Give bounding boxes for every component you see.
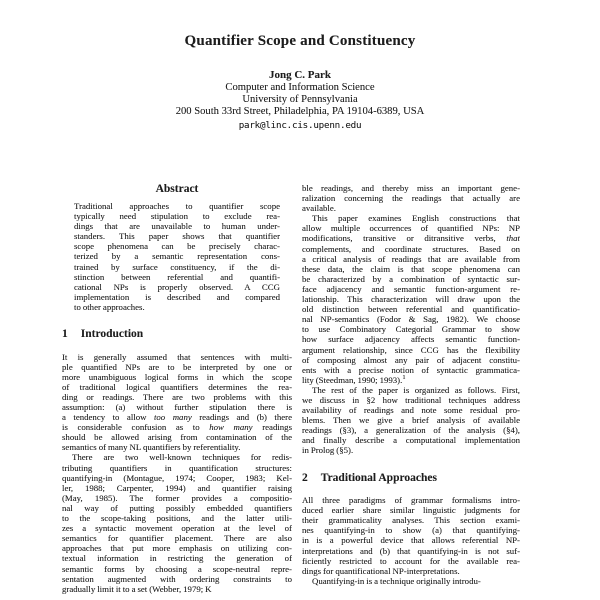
text-line: nal way of putting possibly embedded quantifiers [62,502,292,513]
text-line: more unambiguous logical forms in which the scope [62,371,292,382]
text-line: semantics of many NL quantifiers by referentiality. [62,442,241,453]
text-line: It is generally assumed that sentences with multi- [62,351,292,362]
section-1-heading [62,328,292,342]
text-line: to use Combinatory Categorial Grammar to show [302,324,520,335]
text-line: lity (Steedman, 1990; 1993).$^1$ [302,374,406,385]
section-2-title: Traditional Approaches [320,471,437,484]
text-line: The rest of the paper is organized as follows. First, [312,384,520,395]
text-line: zes a syntactic movement operation at the level of [62,523,292,534]
text-line: and finally describe a computational implementation [302,435,520,446]
left-column [62,183,292,594]
text-line: of traditional logical quantifiers determines the rea- [62,381,292,392]
text-line: nes quantifying-in to show (a) that quantifying- [302,525,520,536]
text-line: tributing quantifiers in quantification structures: [62,462,292,473]
paper-overview-paragraph [302,213,520,385]
traditional-approaches-paragraph [302,495,520,576]
text-line: All three paradigms of grammar formalisms intro- [302,495,520,506]
section-2-number: 2 [302,471,308,484]
text-line: semantic forms by choosing a scope-neutral repre- [62,563,292,574]
text-line: textual information in restricting the generation of [62,553,292,564]
section-1-number: 1 [62,328,68,341]
text-line: how surface adjacency affects semantic function- [302,334,520,345]
text-line: dings for quantificational NP-interpretations. [302,565,460,576]
text-line: implementation is described and compared [74,291,280,302]
intro-paragraph-1 [62,352,292,453]
text-line: Quantifying-in is a technique originally introdu- [312,575,481,586]
affiliation-line: University of Pennsylvania [242,94,358,105]
text-line: ralization concerning the readings that actually are [302,193,520,204]
text-line: gradually limit it to a set (Webber, 1979; K [62,583,212,594]
text-line: standers. This paper shows that quantifier [74,231,280,242]
text-line: sentation augmented with ordering constraints to [62,573,292,584]
text-line: blems. Then we give a brief analysis of available [302,415,520,426]
intro-paragraph-2 [62,452,292,593]
text-line: typically need stipulation to exclude rea- [74,211,280,222]
text-line: readings (§3), a generalization of the analysis (§4), [302,425,520,436]
text-line: Traditional approaches to quantifier scope [74,201,280,211]
text-line: should be allowed arising from contamination of the [62,432,292,443]
text-line: is considerable confusion as to how many readings [62,422,292,433]
text-line: ple quantified NPs are to be interpreted by one or [62,361,292,372]
text-line: There are two well-known techniques for redis- [72,452,292,463]
text-line: semantics for quantifier placement. There are also [62,533,292,544]
text-line: assumption: (a) without further stipulation there is [62,402,292,412]
text-line: stinction between referential and quantifi- [74,271,280,282]
author-email: park@linc.cis.upenn.edu [238,120,362,131]
right-column [302,183,520,586]
text-line: allow multiple occurrences of quantified NPs: NP [302,223,520,234]
text-line: to the scope-taking positions, and the latter utili- [62,513,292,524]
text-line: availability of readings and note some residual pro- [302,405,520,416]
text-line: old distinction between referential and quantificatio- [302,304,520,315]
text-line: quantifying-in (Montague, 1974; Cooper, 1983; Kel- [62,472,292,483]
text-line: terized by a semantic representation cons- [74,251,280,262]
text-line: to other approaches. [74,301,145,312]
text-line: of composing almost any pair of adjacent constitu- [302,354,520,365]
text-line: ding or readings. There are two problems with this [62,391,292,402]
text-line: complements, and coordinate structures. Based on [302,243,520,254]
text-line: available. [302,203,336,214]
text-line: ficiently restricted to account for the available rea- [302,555,520,566]
text-line: interpretations and (b) that quantifying-in is not suf- [302,545,520,556]
text-line: in is a powerful device that allows referential NP- [302,535,520,546]
text-line: these data, the claim is that scope phenomena can [302,263,520,274]
text-line: face adjacency and semantic function-argument re- [302,283,520,294]
text-line: ents with a precise notion of syntactic grammatica- [302,364,520,375]
text-line: ble readings, and thereby miss an important gene- [302,183,520,193]
affiliation-line: Computer and Information Science [225,82,375,93]
continuation-paragraph [302,183,520,213]
text-line: in Prolog (§5). [302,445,354,456]
text-line: a tendency to allow too many readings and (b) there [62,412,292,423]
paper-title: Quantifier Scope and Constituency [184,33,416,49]
text-line: a critical analysis of readings that are available from [302,253,520,264]
text-line: (May, 1985). The former provides a compositio- [62,492,292,503]
abstract-heading: Abstract [155,183,199,195]
text-line: we discuss in §2 how traditional techniques address [302,394,520,405]
affiliation-line: 200 South 33rd Street, Philadelphia, PA 19104-6389, USA [175,106,425,117]
text-line: trained by surface constituency, if the di- [74,261,280,272]
text-line: duced earlier share similar linguistic judgments for [302,505,520,516]
text-line: scope phenomena can be precisely charac- [74,241,280,252]
text-line: cational NPs is properly observed. A CCG [74,281,280,292]
text-line: This paper examines English constructions that [312,213,520,224]
author-name: Jong C. Park [268,69,332,81]
text-line: be characterized by a combination of syntactic sur- [302,273,520,284]
text-line: their grammaticality analyses. This section exami- [302,515,520,526]
section-2-heading [302,472,520,486]
quantifying-in-paragraph [302,576,520,586]
text-line: modifications, transitive or ditransitive verbs, that [302,233,520,244]
text-line: dings that are unavailable to human under- [74,221,280,232]
text-line: nal NP-semantics (Fodor & Sag, 1982). We choose [302,314,520,325]
text-line: approaches that put more emphasis on utilizing con- [62,543,292,554]
paper-header [0,0,600,131]
two-column-body [0,183,600,594]
text-line: ler, 1988; Carpenter, 1994) and quantifier raising [62,482,292,493]
text-line: argument relationship, since CCG has the flexibility [302,344,520,355]
text-line: lationship. This characterization will draw upon the [302,294,520,305]
section-1-title: Introduction [80,328,144,341]
abstract-paragraph [62,201,292,312]
paper-outline-paragraph [302,385,520,456]
